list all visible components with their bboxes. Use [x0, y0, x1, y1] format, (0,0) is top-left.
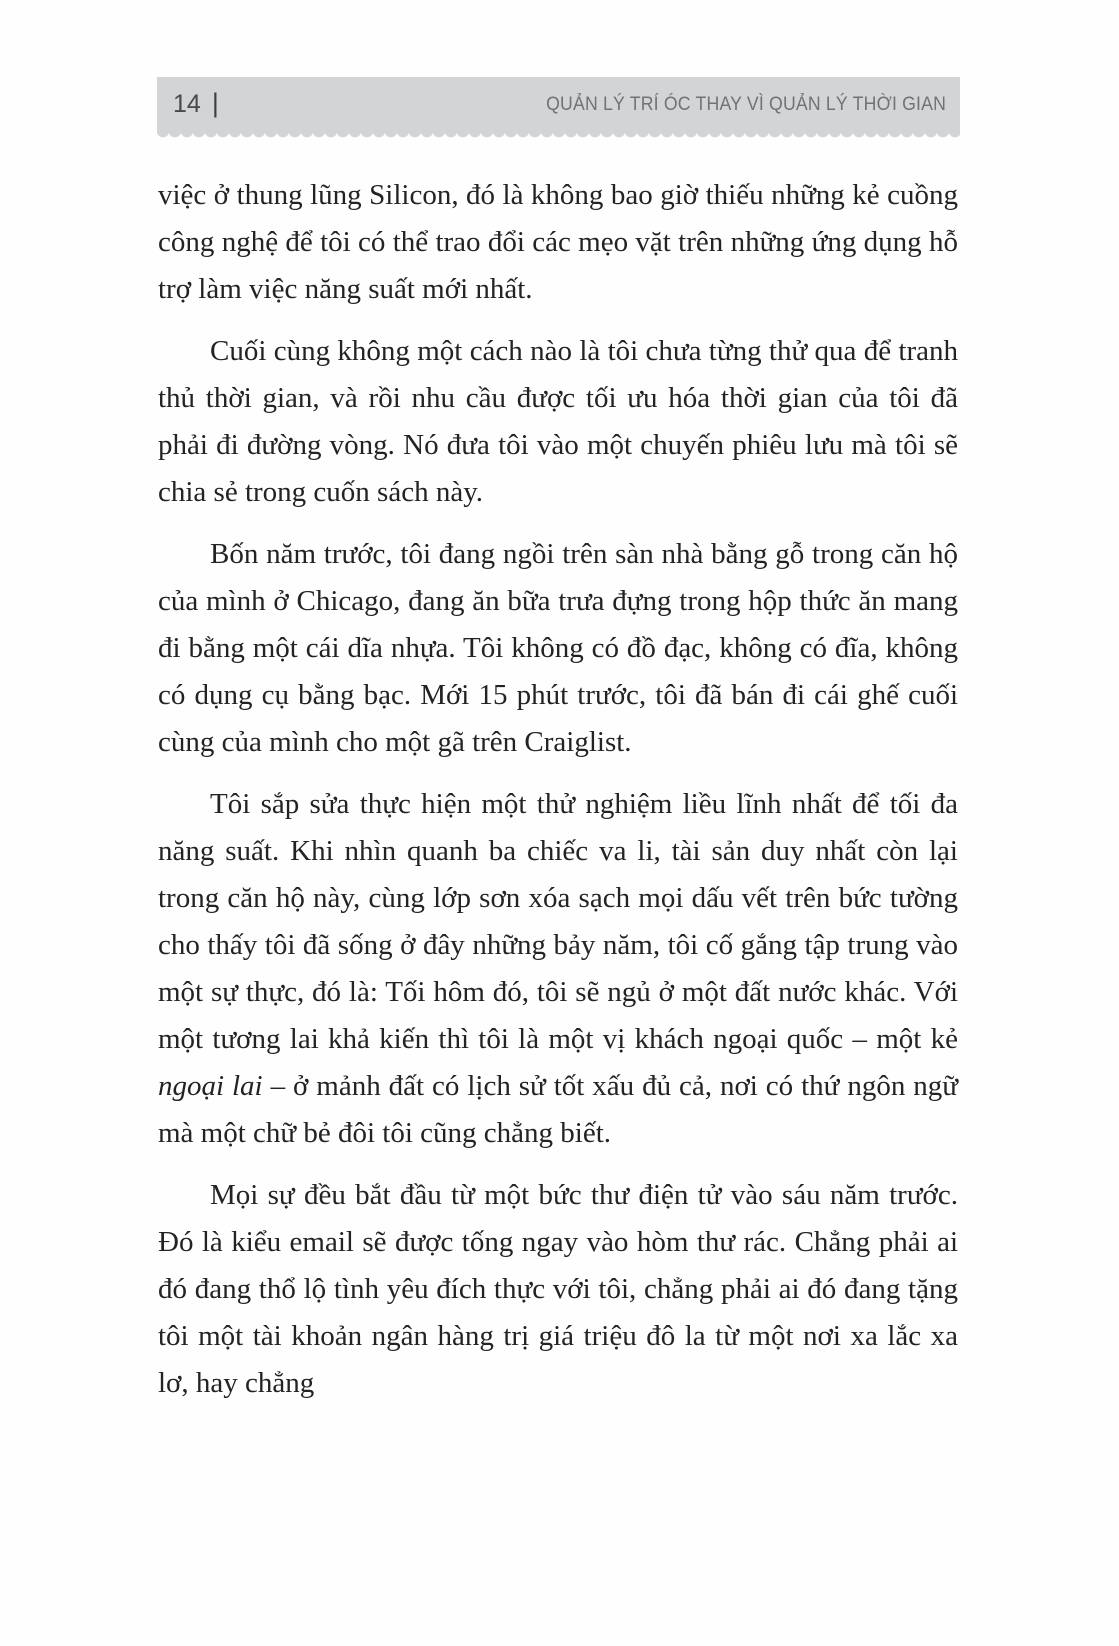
- paragraph-4: [158, 781, 958, 1157]
- page-number-divider: |: [211, 87, 219, 118]
- paragraph-4-text-before: Tôi sắp sửa thực hiện một thử nghiệm liều lĩnh nhất để tối đa năng suất. Khi nhìn quanh ba chiếc va li, tài sản duy nhất còn lại trong căn hộ này, cùng lớp sơn xóa sạch mọi dấu vết trên bức tường cho thấy tôi đã sống ở đây những bảy năm, tôi cố gắng tập trung vào một sự thực, đó là: Tối hôm đó, tôi sẽ ngủ ở một đất nước khác. Với một tương lai khả kiến thì tôi là một vị khách ngoại quốc – một kẻ: [158, 788, 958, 1055]
- paragraph-3: Bốn năm trước, tôi đang ngồi trên sàn nhà bằng gỗ trong căn hộ của mình ở Chicago, đang ăn bữa trưa đựng trong hộp thức ăn mang đi bằng một cái dĩa nhựa. Tôi không có đồ đạc, không có đĩa, không có dụng cụ bằng bạc. Mới 15 phút trước, tôi đã bán đi cái ghế cuối cùng của mình cho một gã trên Craiglist.: [158, 538, 958, 758]
- paragraph-1: việc ở thung lũng Silicon, đó là không bao giờ thiếu những kẻ cuồng công nghệ để tôi có thể trao đổi các mẹo vặt trên những ứng dụng hỗ trợ làm việc năng suất mới nhất.: [158, 179, 958, 305]
- page-body: [158, 172, 958, 1407]
- paragraph-4-italic-phrase: ngoại lai: [158, 1070, 263, 1102]
- page-number: 14: [173, 89, 201, 118]
- page-number-group: [173, 87, 219, 118]
- paragraph-4-text-after: – ở mảnh đất có lịch sử tốt xấu đủ cả, nơi có thứ ngôn ngữ mà một chữ bẻ đôi tôi cũng chẳng biết.: [158, 1070, 959, 1149]
- running-title: QUẢN LÝ TRÍ ÓC THAY VÌ QUẢN LÝ THỜI GIAN: [546, 93, 946, 115]
- paragraph-5: Mọi sự đều bắt đầu từ một bức thư điện tử vào sáu năm trước. Đó là kiểu email sẽ được tống ngay vào hòm thư rác. Chẳng phải ai đó đang thổ lộ tình yêu đích thực với tôi, chẳng phải ai đó đang tặng tôi một tài khoản ngân hàng trị giá triệu đô la từ một nơi xa lắc xa lơ, hay chẳng: [158, 1179, 958, 1399]
- paragraph-2: Cuối cùng không một cách nào là tôi chưa từng thử qua để tranh thủ thời gian, và rồi nhu cầu được tối ưu hóa thời gian của tôi đã phải đi đường vòng. Nó đưa tôi vào một chuyến phiêu lưu mà tôi sẽ chia sẻ trong cuốn sách này.: [158, 335, 958, 508]
- running-header-bar: [157, 77, 960, 131]
